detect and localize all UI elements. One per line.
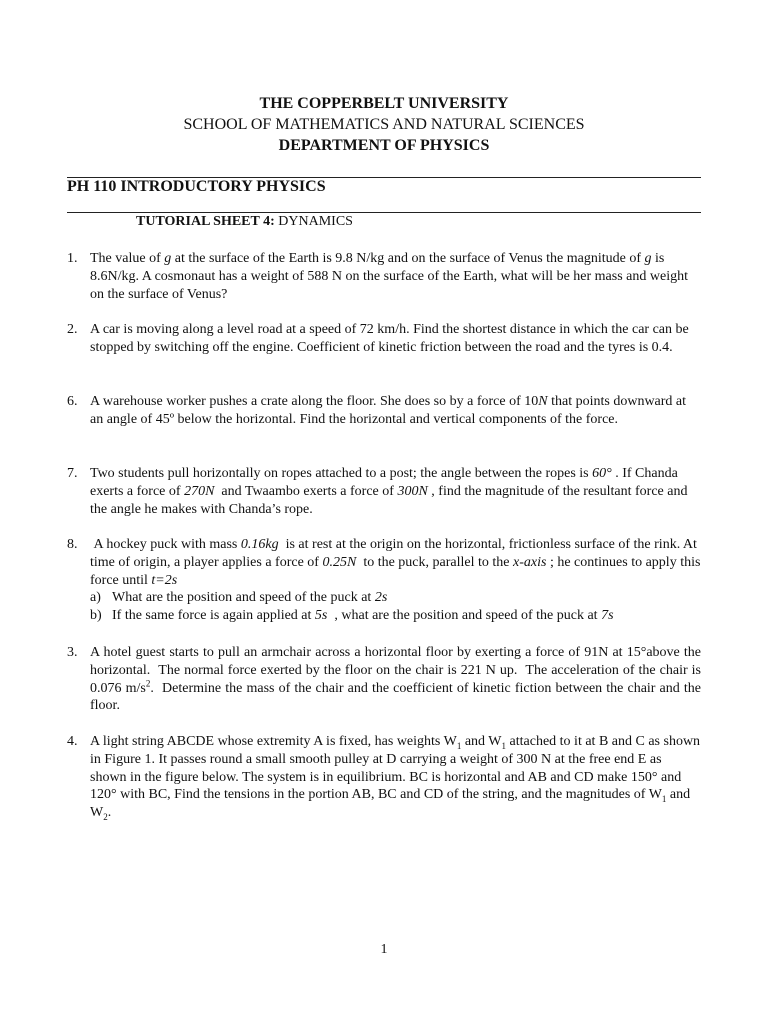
subpart-label: a): [90, 590, 101, 606]
university-name: THE COPPERBELT UNIVERSITY: [259, 95, 509, 112]
question-number: 8.: [67, 537, 78, 552]
school-name: SCHOOL OF MATHEMATICS AND NATURAL SCIENCES: [183, 116, 585, 133]
question-item: [67, 536, 701, 625]
bottom-divider: [67, 212, 701, 213]
question-text: A warehouse worker pushes a crate along the floor. She does so by a force of 10N that points downward at an angle of 45º below the horizontal. Find the horizontal and vertical components of the force.: [90, 394, 687, 427]
question-text: Two students pull horizontally on ropes attached to a post; the angle between the ropes is 60° . If Chanda exerts a force of 270N and Twaambo exerts a force of 300N , find the magnitude of the resultant force and the angle he makes with Chanda’s rope.: [90, 466, 688, 517]
question-subpart: b) If the same force is again applied at 5s , what are the position and speed of the puck at 7s: [90, 608, 614, 624]
question-text: A hotel guest starts to pull an armchair across a horizontal floor by exerting a force of 91N at 15°above the horizontal. The normal force exerted by the floor on the chair is 221 N up. The acceleration of the chair is 0.076 $m/s^2$. Determine the mass of the chair and the coefficient of kinetic fiction between the chair and the floor.: [90, 645, 701, 714]
question-text: The value of g at the surface of the Earth is 9.8 N/kg and on the surface of Venus the magnitude of g is 8.6N/kg. A cosmonaut has a weight of 588 N on the surface of the Earth, what will be her mass and weight on the surface of Venus?: [90, 251, 688, 302]
question-item: [67, 393, 701, 429]
subpart-label: b): [90, 608, 102, 624]
question-number: 2.: [67, 322, 78, 337]
question-item: [67, 250, 701, 303]
question-item: [67, 465, 701, 518]
document-header: [0, 93, 768, 156]
question-text: A light string ABCDE whose extremity A is fixed, has weights $W_1$ and $W_1$ attached to it at B and C as shown in Figure 1. It passes round a small smooth pulley at D carrying a weight of 300 N at the free end E as shown in the figure below. The system is in equilibrium. BC is horizontal and AB and CD make 150° and 120° with BC, Find the tensions in the portion AB, BC and CD of the string, and the magnitudes of $W_1$ and $W_2$.: [90, 734, 701, 822]
question-text: A car is moving along a level road at a speed of 72 km/h. Find the shortest distance in which the car can be stopped by switching off the engine. Coefficient of kinetic friction between the road and the tyres is 0.4.: [90, 322, 689, 355]
question-item: [67, 733, 701, 822]
sheet-topic: DYNAMICS: [278, 214, 353, 229]
department-name: DEPARTMENT OF PHYSICS: [278, 137, 490, 154]
course-title: PH 110 INTRODUCTORY PHYSICS: [67, 178, 326, 195]
question-text: A hockey puck with mass 0.16kg is at rest at the origin on the horizontal, frictionless surface of the rink. At time of origin, a player applies a force of 0.25N to the puck, parallel to the x-axis ; he continues to apply this force until t=2s a) What are the position and speed of the puck at 2s b) If the same force is again applied at 5s , what are the position and speed of the puck at 7s: [90, 537, 701, 624]
question-subpart: a) What are the position and speed of the puck at 2s: [90, 590, 388, 606]
question-number: 1.: [67, 251, 78, 266]
question-item: [67, 321, 701, 357]
question-item: [67, 644, 701, 715]
question-number: 6.: [67, 394, 78, 409]
question-number: 7.: [67, 466, 78, 481]
sheet-title: [136, 214, 353, 230]
question-number: 3.: [67, 645, 78, 660]
sheet-label: TUTORIAL SHEET 4:: [136, 214, 275, 229]
question-number: 4.: [67, 734, 78, 749]
page-number: 1: [380, 942, 388, 957]
